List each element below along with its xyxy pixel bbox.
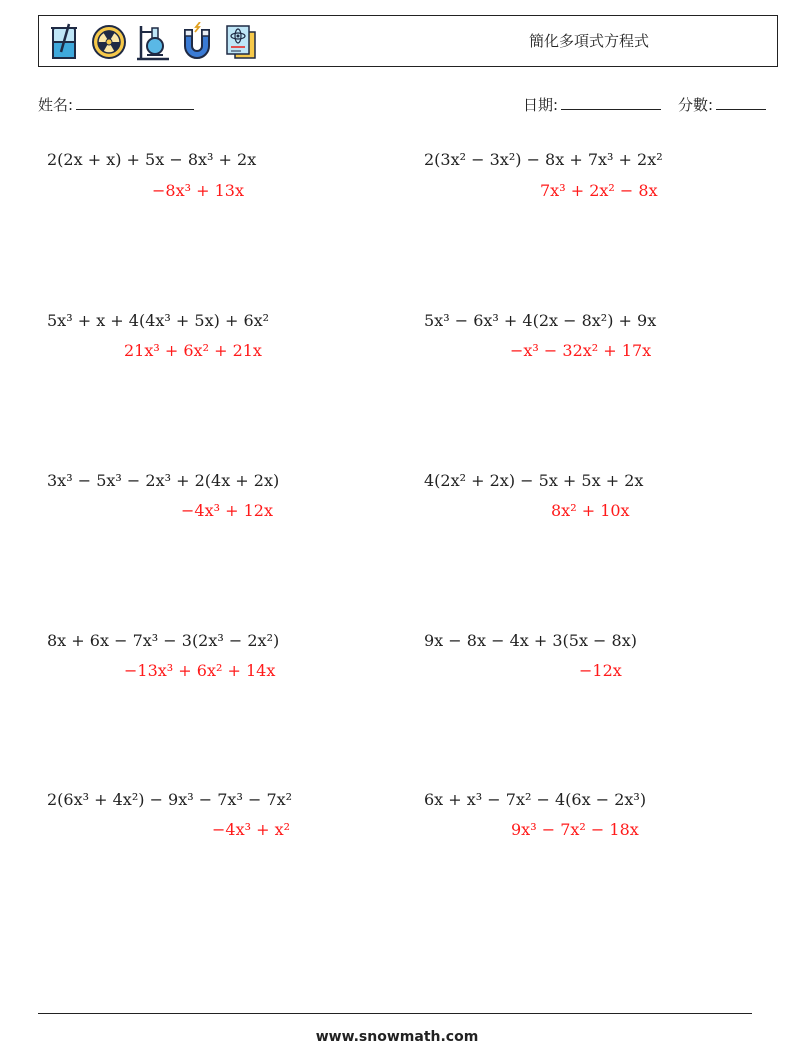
problem-10: 6x + x³ − 7x² − 4(6x − 2x³)	[424, 790, 647, 809]
problem-8: 9x − 8x − 4x + 3(5x − 8x)	[424, 631, 637, 650]
answer-8: −12x	[579, 661, 622, 680]
icon-row	[47, 22, 259, 62]
name-label: 姓名:	[38, 96, 74, 114]
problem-4: 5x³ − 6x³ + 4(2x − 8x²) + 9x	[424, 311, 657, 330]
footer-divider	[38, 1013, 752, 1014]
answer-9: −4x³ + x²	[212, 820, 291, 839]
answer-10: 9x³ − 7x² − 18x	[511, 820, 639, 839]
problem-5: 3x³ − 5x³ − 2x³ + 2(4x + 2x)	[47, 471, 280, 490]
score-label: 分數:	[678, 96, 714, 114]
score-field	[678, 93, 766, 115]
answer-5: −4x³ + 12x	[181, 501, 273, 520]
flask-stand-icon	[135, 22, 171, 62]
problem-1: 2(2x + x) + 5x − 8x³ + 2x	[47, 150, 257, 169]
date-label: 日期:	[523, 96, 559, 114]
answer-6: 8x² + 10x	[551, 501, 630, 520]
problem-3: 5x³ + x + 4(4x³ + 5x) + 6x²	[47, 311, 270, 330]
atom-document-icon	[223, 22, 259, 62]
answer-2: 7x³ + 2x² − 8x	[540, 181, 658, 200]
date-blank	[561, 93, 661, 110]
answer-1: −8x³ + 13x	[152, 181, 244, 200]
worksheet-header	[38, 15, 778, 67]
footer-url[interactable]: www.snowmath.com	[315, 1029, 479, 1045]
answer-4: −x³ − 32x² + 17x	[510, 341, 652, 360]
worksheet-title: 簡化多項式方程式	[528, 32, 649, 50]
name-blank	[76, 93, 194, 110]
beaker-icon	[47, 22, 83, 62]
date-field	[523, 93, 661, 115]
answer-7: −13x³ + 6x² + 14x	[124, 661, 276, 680]
answer-3: 21x³ + 6x² + 21x	[124, 341, 262, 360]
problem-7: 8x + 6x − 7x³ − 3(2x³ − 2x²)	[47, 631, 280, 650]
name-field	[38, 93, 194, 115]
score-blank	[716, 93, 766, 110]
problem-2: 2(3x² − 3x²) − 8x + 7x³ + 2x²	[424, 150, 663, 169]
problem-9: 2(6x³ + 4x²) − 9x³ − 7x³ − 7x²	[47, 790, 293, 809]
magnet-icon	[179, 22, 215, 62]
problem-6: 4(2x² + 2x) − 5x + 5x + 2x	[424, 471, 644, 490]
radiation-icon	[91, 22, 127, 62]
